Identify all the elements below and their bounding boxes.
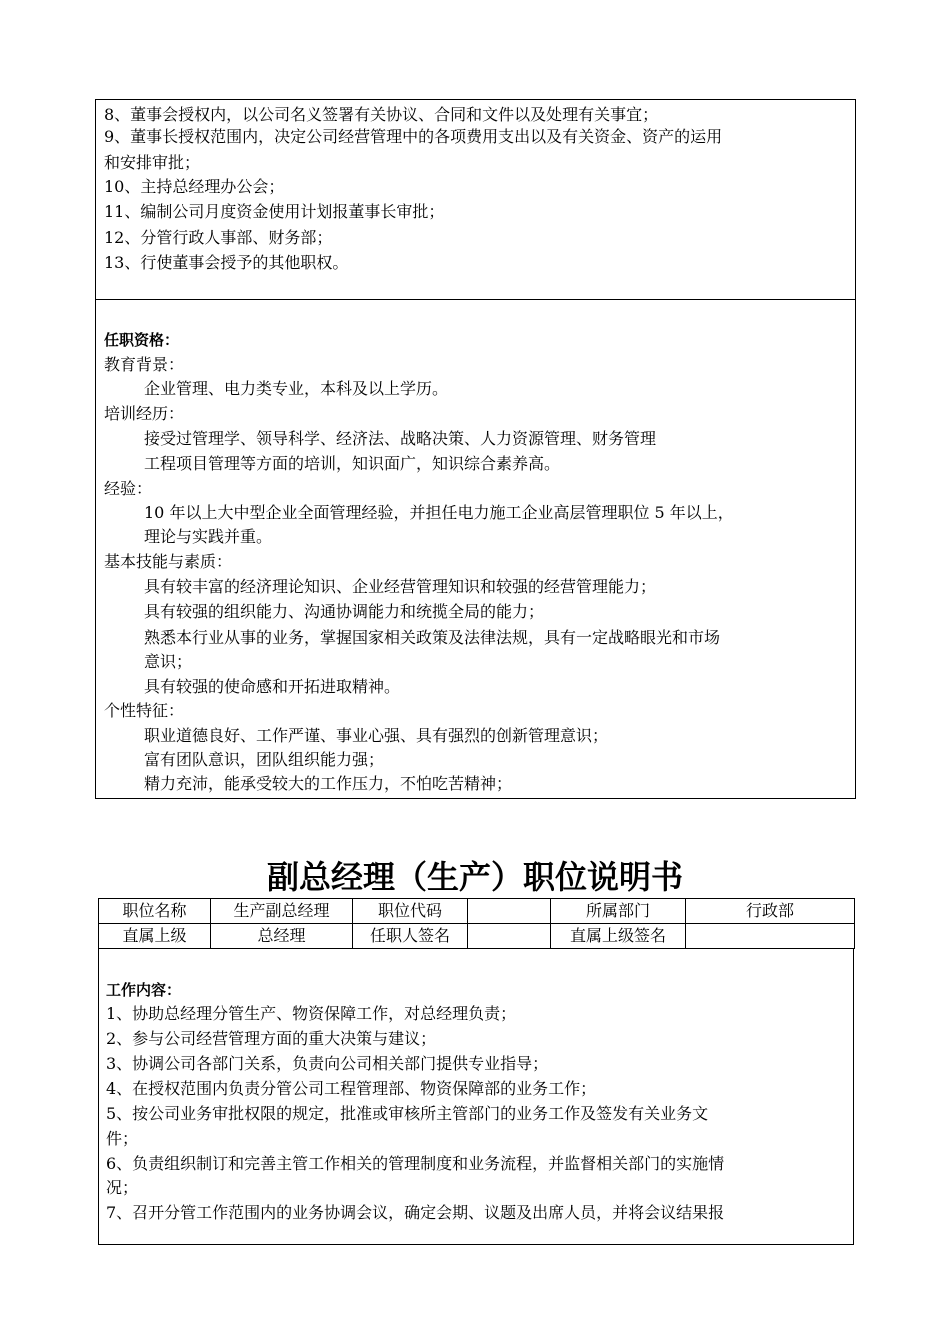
work-item-4: 4、在授权范围内负责分管公司工程管理部、物资保障部的业务工作； xyxy=(106,1079,597,1098)
document-title: 副总经理（生产）职位说明书 xyxy=(266,858,683,896)
work-item-5: 5、按公司业务审批权限的规定，批准或审核所主管部门的业务工作及签发有关业务文 xyxy=(106,1104,709,1123)
training-label: 培训经历： xyxy=(104,404,185,423)
table-row xyxy=(99,899,855,924)
incumbent-signature-value xyxy=(468,924,551,949)
duty-item-10: 10、主持总经理办公会； xyxy=(104,177,285,196)
work-item-5-cont: 件； xyxy=(106,1129,139,1148)
skills-text-2: 具有较强的组织能力、沟通协调能力和统揽全局的能力； xyxy=(144,602,545,621)
experience-label: 经验： xyxy=(104,479,153,498)
personality-label: 个性特征： xyxy=(104,701,185,720)
experience-text-2: 理论与实践并重。 xyxy=(144,527,273,546)
work-item-6: 6、负责组织制订和完善主管工作相关的管理制度和业务流程，并监督相关部门的实施情 xyxy=(106,1154,725,1173)
work-item-1: 1、协助总经理分管生产、物资保障工作，对总经理负责； xyxy=(106,1004,517,1023)
training-text-1: 接受过管理学、领导科学、经济法、战略决策、人力资源管理、财务管理 xyxy=(144,429,657,448)
superior-label: 直属上级 xyxy=(99,924,211,949)
personality-text-2: 富有团队意识，团队组织能力强； xyxy=(144,750,385,769)
work-item-6-cont: 况； xyxy=(106,1178,139,1197)
work-item-7: 7、召开分管工作范围内的业务协调会议，确定会期、议题及出席人员，并将会议结果报 xyxy=(106,1203,725,1222)
skills-label: 基本技能与素质： xyxy=(104,552,233,571)
incumbent-signature-label: 任职人签名 xyxy=(353,924,468,949)
education-label: 教育背景： xyxy=(104,355,185,374)
work-content-header: 工作内容： xyxy=(106,981,182,999)
section-divider xyxy=(95,299,856,300)
position-code-value xyxy=(468,899,551,924)
work-item-2: 2、参与公司经营管理方面的重大决策与建议； xyxy=(106,1029,437,1048)
work-item-3: 3、协调公司各部门关系，负责向公司相关部门提供专业指导； xyxy=(106,1054,549,1073)
duty-item-8: 8、董事会授权内，以公司名义签署有关协议、合同和文件以及处理有关事宜； xyxy=(104,105,659,124)
training-text-2: 工程项目管理等方面的培训，知识面广，知识综合素养高。 xyxy=(144,454,561,473)
department-label: 所属部门 xyxy=(551,899,686,924)
duty-item-9-cont: 和安排审批； xyxy=(104,153,201,172)
skills-text-3: 熟悉本行业从事的业务，掌握国家相关政策及法律法规，具有一定战略眼光和市场 xyxy=(144,628,721,647)
position-info-table xyxy=(98,898,855,949)
superior-value: 总经理 xyxy=(211,924,353,949)
department-value: 行政部 xyxy=(686,899,855,924)
skills-text-1: 具有较丰富的经济理论知识、企业经营管理知识和较强的经营管理能力； xyxy=(144,577,657,596)
position-code-label: 职位代码 xyxy=(353,899,468,924)
duty-item-11: 11、编制公司月度资金使用计划报董事长审批； xyxy=(104,202,445,221)
personality-text-1: 职业道德良好、工作严谨、事业心强、具有强烈的创新管理意识； xyxy=(144,726,609,745)
experience-text-1: 10 年以上大中型企业全面管理经验，并担任电力施工企业高层管理职位 5 年以上， xyxy=(144,503,734,522)
personality-text-3: 精力充沛，能承受较大的工作压力，不怕吃苦精神； xyxy=(144,774,513,793)
superior-signature-value xyxy=(686,924,855,949)
duty-item-12: 12、分管行政人事部、财务部； xyxy=(104,228,333,247)
duty-item-13: 13、行使董事会授予的其他职权。 xyxy=(104,253,349,272)
position-name-value: 生产副总经理 xyxy=(211,899,353,924)
superior-signature-label: 直属上级签名 xyxy=(551,924,686,949)
education-text: 企业管理、电力类专业，本科及以上学历。 xyxy=(144,379,449,398)
skills-text-4: 具有较强的使命感和开拓进取精神。 xyxy=(144,677,401,696)
qualification-header: 任职资格： xyxy=(104,331,180,349)
skills-text-3-cont: 意识； xyxy=(144,652,193,671)
position-name-label: 职位名称 xyxy=(99,899,211,924)
table-row xyxy=(99,924,855,949)
duty-item-9: 9、董事长授权范围内，决定公司经营管理中的各项费用支出以及有关资金、资产的运用 xyxy=(104,127,723,146)
